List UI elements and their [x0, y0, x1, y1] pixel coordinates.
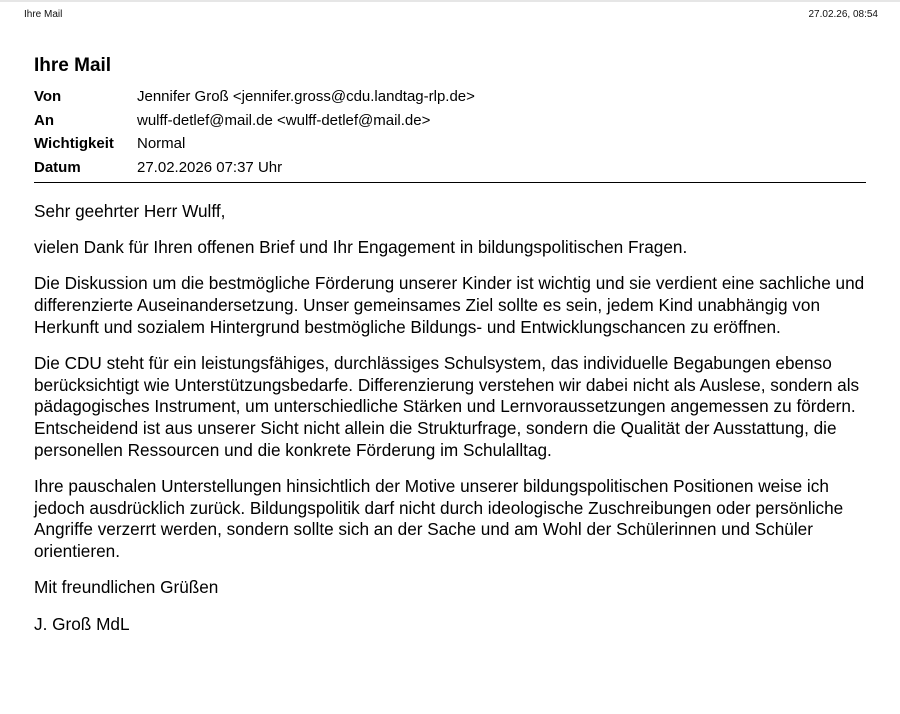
greeting: Sehr geehrter Herr Wulff, [34, 201, 226, 221]
to-row [34, 109, 475, 133]
from-label: Von [34, 88, 62, 105]
importance-label: Wichtigkeit [34, 135, 114, 152]
mail-title: Ihre Mail [34, 55, 112, 76]
signature: J. Groß MdL [34, 613, 130, 634]
importance-value: Normal [137, 135, 186, 152]
print-header-title: Ihre Mail [24, 9, 63, 20]
print-header-timestamp: 27.02.26, 08:54 [808, 9, 878, 20]
header-divider [34, 182, 866, 183]
top-rule [0, 0, 900, 2]
mail-header-fields [34, 85, 475, 179]
body-paragraph-rejection: Ihre pauschalen Unterstellungen hinsichtlich der Motive unserer bildungspolitischen Positionen weise ich jedoch ausdrücklich zurück. Bildungspolitik darf nicht durch ideologische Zuschreibungen oder persönliche Angriffe verzerrt werden, sondern sollte sich an der Sache und am Wohl der Schülerinnen und Schüler orientieren. [34, 476, 844, 562]
mail-body [34, 201, 874, 635]
closing: Mit freundlichen Grüßen [34, 577, 219, 598]
body-paragraph-discussion: Die Diskussion um die bestmögliche Förderung unserer Kinder ist wichtig und sie verdient eine sachliche und differenzierte Auseinandersetzung. Unser gemeinsames Ziel sollte es sein, jedem Kind unabhängig von Herkunft und sozialem Hintergrund bestmögliche Bildungs- und Entwicklungschancen zu eröffnen. [34, 273, 865, 337]
date-row [34, 156, 475, 180]
date-value: 27.02.2026 07:37 Uhr [137, 158, 283, 176]
body-paragraph-thanks: vielen Dank für Ihren offenen Brief und Ihr Engagement in bildungspolitischen Fragen. [34, 237, 688, 258]
to-label: An [34, 111, 54, 129]
to-value: wulff-detlef@mail.de <wulff-detlef@mail.de> [137, 111, 431, 129]
date-label: Datum [34, 158, 81, 176]
body-paragraph-school-system: Die CDU steht für ein leistungsfähiges, durchlässiges Schulsystem, das individuelle Begabungen ebenso berücksichtigt wie Unterstützungsbedarfe. Differenzierung verstehen wir dabei nicht als Auslese, sondern als pädagogisches Instrument, um unterschiedliche Stärken und Lernvoraussetzungen angemessen zu fördern. Entscheidend ist aus unserer Sicht nicht allein die Strukturfrage, sondern die Qualität der Ausstattung, die personellen Ressourcen und die konkrete Förderung im Schulalltag. [34, 353, 860, 460]
importance-row [34, 132, 475, 156]
from-row [34, 85, 475, 109]
print-header [24, 8, 878, 22]
from-value: Jennifer Groß <jennifer.gross@cdu.landtag-rlp.de> [137, 88, 475, 105]
